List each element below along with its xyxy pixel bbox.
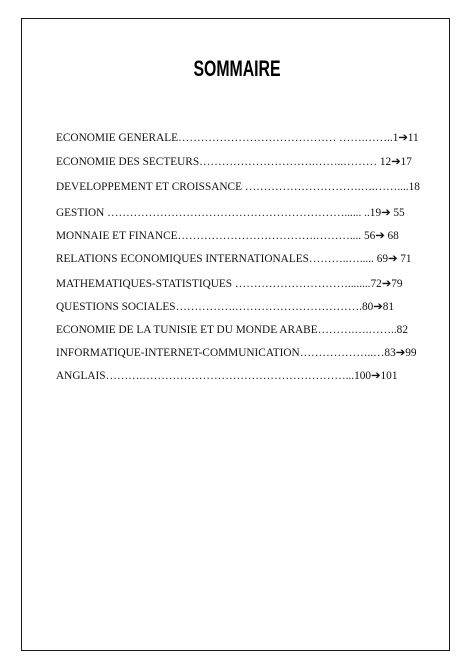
toc-entry-gestion: GESTION ………………………………………………………...... ..19➔ 55	[56, 207, 405, 219]
toc-entry-relations-eco-intl: RELATIONS ECONOMIQUES INTERNATIONALES………..…..... 69➔ 71	[56, 253, 412, 265]
toc-entry-questions-sociales: QUESTIONS SOCIALES…………….…………………………….80➔81	[56, 301, 395, 313]
toc-entry-math-stats: MATHEMATIQUES-STATISTIQUES …………………………........72➔79	[56, 278, 403, 290]
toc-entry-informatique: INFORMATIQUE-INTERNET-COMMUNICATION………………..…83➔99	[56, 347, 417, 359]
toc-entry-tunisie-monde-arabe: ECONOMIE DE LA TUNISIE ET DU MONDE ARABE……….….……..82	[56, 324, 408, 336]
toc-entry-economie-des-secteurs: ECONOMIE DES SECTEURS………………………….……..……… 12➔17	[56, 156, 412, 168]
page-title: SOMMAIRE	[193, 56, 281, 81]
toc-entry-monnaie-finance: MONNAIE ET FINANCE……………………………….……….... 56➔ 68	[56, 230, 399, 242]
toc-entry-economie-generale: ECONOMIE GENERALE…………………………………… …….……..1➔11	[56, 132, 419, 144]
toc-entry-developpement: DEVELOPPEMENT ET CROISSANCE ………………………….….……....18	[56, 181, 420, 193]
toc-entry-anglais: ANGLAIS……….………………………………………………...100➔101	[56, 370, 398, 382]
